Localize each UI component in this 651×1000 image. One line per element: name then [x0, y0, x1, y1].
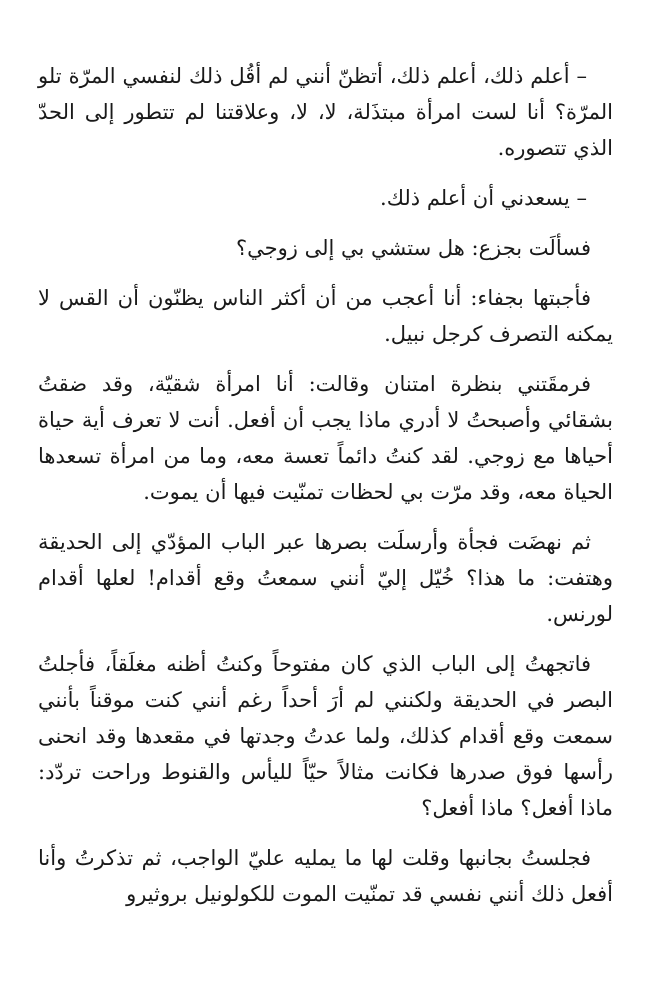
paragraph-4: فأجبتها بجفاء: أنا أعجب من أن أكثر الناس يظنّون أن القس لا يمكنه التصرف كرجل نبيل.	[38, 286, 613, 346]
paragraph-dialogue-2: – يسعدني أن أعلم ذلك.	[380, 186, 587, 210]
paragraph-5: فرمقَتني بنظرة امتنان وقالت: أنا امرأة شقيّة، وقد ضقتُ بشقائي وأصبحتُ لا أدري ماذا يجب أن أفعل. أنت لا تعرف أية حياة أحياها مع زوجي. لقد كنتُ دائماً تعسة معه، وما من امرأة تسعدها الحياة معه، وقد مرّت بي لحظات تمنّيت فيها أن يموت.	[38, 372, 613, 504]
paragraph-3: فسألَت بجزع: هل ستشي بي إلى زوجي؟	[236, 236, 591, 260]
paragraph-7: فاتجهتُ إلى الباب الذي كان مفتوحاً وكنتُ أظنه مغلَقاً، فأجلتُ البصر في الحديقة ولكنني لم أرَ أحداً رغم أنني كنت موقناً بأنني سمعت وقع أقدام كذلك، ولما عدتُ وجدتها في مقعدها وقد انحنى رأسها فوق صدرها فكانت مثالاً حيّاً لليأس والقنوط وراحت تردّد: ماذا أفعل؟ ماذا أفعل؟	[38, 652, 613, 820]
paragraph-8: فجلستُ بجانبها وقلت لها ما يمليه عليّ الواجب، ثم تذكرتُ وأنا أفعل ذلك أنني نفسي قد تمنّيت الموت للكولونيل بروثيرو	[38, 846, 613, 906]
paragraph-dialogue-1: – أعلم ذلك، أعلم ذلك، أتظنّ أنني لم أقُل ذلك لنفسي المرّة تلو المرّة؟ أنا لست امرأة مبتذَلة، لا، لا، وعلاقتنا لم تتطور إلى الحدّ الذي تتصوره.	[38, 64, 613, 160]
paragraph-6: ثم نهضَت فجأة وأرسلَت بصرها عبر الباب المؤدّي إلى الحديقة وهتفت: ما هذا؟ خُيّل إليّ أنني سمعتُ وقع أقدام! لعلها أقدام لورنس.	[38, 530, 613, 626]
book-page-text	[38, 58, 613, 926]
